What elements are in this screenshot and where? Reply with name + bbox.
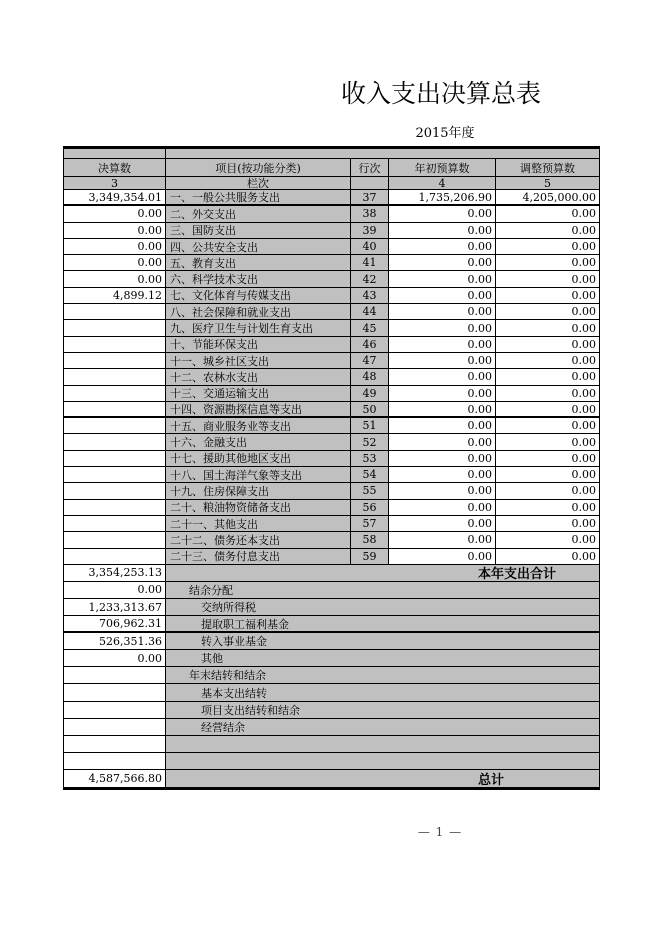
final-amount-cell: 0.00 [64,582,166,598]
table-row [64,271,599,287]
item-cell: 六、科学技术支出 [166,271,351,286]
final-amount-cell: 0.00 [64,650,166,666]
initial-budget-cell: 0.00 [389,532,496,547]
adjusted-budget-cell: 0.00 [571,256,596,270]
summary-label-cell [166,736,599,752]
final-amount-cell [64,353,166,368]
table-row [64,369,599,385]
item-cell: 三、国防支出 [166,223,351,238]
line-number-cell: 50 [351,402,389,416]
final-amount-cell: 0.00 [64,255,166,270]
table-row [64,190,599,206]
table-row [64,483,599,499]
summary-label-cell: 结余分配 [166,582,599,598]
table-row [64,255,599,271]
summary-label-cell: 其他 [166,650,599,666]
final-amount-cell: 0.00 [64,271,166,286]
adjusted-budget-cell: 0.00 [571,549,596,563]
item-cell: 四、公共安全支出 [166,239,351,254]
initial-budget-cell: 0.00 [389,288,496,303]
final-amount-cell [64,467,166,482]
summary-label-cell: 总计 [166,770,599,787]
initial-budget-cell: 0.00 [389,304,496,319]
line-number-cell: 55 [351,483,389,498]
final-amount-cell [64,434,166,449]
final-amount-cell [64,304,166,319]
initial-budget-cell: 0.00 [389,320,496,335]
item-cell: 十四、资源勘探信息等支出 [166,402,351,416]
summary-row [64,719,599,736]
page-title: 收入支出决算总表 [341,79,542,108]
table-row [64,353,599,369]
adjusted-budget-cell: 0.00 [571,386,596,400]
table-row [64,239,599,255]
col-header-item: 项目(按功能分类) [166,159,351,176]
item-cell: 八、社会保障和就业支出 [166,304,351,319]
final-amount-cell: 4,587,566.80 [64,770,166,787]
final-amount-cell: 3,354,253.13 [64,565,166,581]
item-cell: 二十、粮油物资储备支出 [166,500,351,515]
item-cell: 九、医疗卫生与计划生育支出 [166,320,351,335]
final-amount-cell [64,451,166,466]
adjusted-budget-cell: 0.00 [571,370,596,384]
page-number: — 1 — [417,825,463,839]
final-amount-cell: 706,962.31 [64,616,166,631]
final-amount-cell [64,483,166,498]
line-number-cell: 56 [351,500,389,515]
line-number-cell: 42 [351,271,389,286]
summary-row [64,616,599,633]
adjusted-budget-cell: 0.00 [571,272,596,286]
initial-budget-cell: 0.00 [389,451,496,466]
line-number-cell: 49 [351,386,389,401]
initial-budget-cell: 0.00 [389,434,496,449]
final-amount-cell: 0.00 [64,206,166,221]
item-cell: 十六、金融支出 [166,434,351,449]
adjusted-budget-cell: 0.00 [571,240,596,254]
item-cell: 十五、商业服务业等支出 [166,418,351,433]
final-amount-cell: 526,351.36 [64,633,166,649]
fiscal-year-subtitle: 2015年度 [415,126,475,141]
line-number-cell: 52 [351,434,389,449]
adjusted-budget-cell: 0.00 [571,321,596,335]
item-cell: 十一、城乡社区支出 [166,353,351,368]
final-amount-cell [64,320,166,335]
table-row [64,288,599,304]
item-cell: 七、文化体育与传媒支出 [166,288,351,303]
adjusted-budget-cell: 0.00 [571,207,596,221]
index-cell-4: 4 [389,177,496,189]
final-amount-cell [64,369,166,384]
final-amount-cell [64,516,166,531]
table-row [64,532,599,548]
table-row [64,418,599,434]
initial-budget-cell: 1,735,206.90 [389,190,496,204]
table-row [64,320,599,336]
summary-row [64,736,599,753]
item-cell: 十、节能环保支出 [166,337,351,352]
table-row [64,304,599,320]
item-cell: 十七、援助其他地区支出 [166,451,351,466]
final-amount-cell: 0.00 [64,239,166,254]
final-amount-cell: 0.00 [64,223,166,238]
summary-label-cell: 经营结余 [166,719,599,735]
summary-label-cell [166,753,599,769]
initial-budget-cell: 0.00 [389,483,496,498]
line-number-cell: 53 [351,451,389,466]
adjusted-budget-cell: 0.00 [571,288,596,302]
final-amount-cell [64,549,166,564]
adjusted-budget-cell: 0.00 [571,305,596,319]
line-number-cell: 45 [351,320,389,335]
initial-budget-cell: 0.00 [389,239,496,254]
line-number-cell: 46 [351,337,389,352]
adjusted-budget-cell: 4,205,000.00 [522,190,596,204]
initial-budget-cell: 0.00 [389,386,496,401]
item-cell: 十九、住房保障支出 [166,483,351,498]
line-number-cell: 44 [351,304,389,319]
line-number-cell: 43 [351,288,389,303]
final-amount-cell [64,667,166,683]
index-cell-5: 5 [496,177,599,189]
summary-row [64,582,599,599]
table-row [64,206,599,222]
item-cell: 十八、国土海洋气象等支出 [166,467,351,482]
initial-budget-cell: 0.00 [389,418,496,433]
final-amount-cell [64,719,166,735]
line-number-cell: 41 [351,255,389,270]
line-number-cell: 40 [351,239,389,254]
line-number-cell: 58 [351,532,389,547]
adjusted-budget-cell: 0.00 [571,354,596,368]
table-row [64,402,599,418]
line-number-cell: 59 [351,549,389,564]
item-cell: 二十三、债务付息支出 [166,549,351,564]
initial-budget-cell: 0.00 [389,549,496,564]
summary-row [64,633,599,650]
col-header-final-amount: 决算数 [64,159,166,176]
item-cell: 十三、交通运输支出 [166,386,351,401]
summary-label-cell: 本年支出合计 [166,565,599,581]
adjusted-budget-cell: 0.00 [571,223,596,237]
table-row [64,451,599,467]
band-cell-left [64,149,166,158]
line-number-cell: 51 [351,418,389,433]
initial-budget-cell: 0.00 [389,516,496,531]
initial-budget-cell: 0.00 [389,223,496,238]
table-row [64,500,599,516]
line-number-cell: 57 [351,516,389,531]
table-header-row [64,159,599,177]
initial-budget-cell: 0.00 [389,255,496,270]
summary-row [64,599,599,616]
summary-table [63,146,600,790]
table-row [64,549,599,565]
line-number-cell: 54 [351,467,389,482]
final-amount-cell [64,532,166,547]
summary-label-cell: 基本支出结转 [166,684,599,700]
adjusted-budget-cell: 0.00 [571,533,596,547]
index-cell-lanci: 栏次 [166,177,351,189]
summary-label-cell: 提取职工福利基金 [166,616,599,631]
initial-budget-cell: 0.00 [389,500,496,515]
adjusted-budget-cell: 0.00 [571,402,596,416]
final-amount-cell [64,753,166,769]
summary-label-cell: 交纳所得税 [166,599,599,615]
col-header-initial-budget: 年初预算数 [389,159,496,176]
summary-row [64,770,599,787]
line-number-cell: 37 [351,190,389,204]
adjusted-budget-cell: 0.00 [571,419,596,433]
index-cell-blank [351,177,389,189]
table-top-band-row [64,149,599,159]
initial-budget-cell: 0.00 [389,206,496,221]
final-amount-cell [64,684,166,700]
item-cell: 一、一般公共服务支出 [166,190,351,204]
summary-row [64,650,599,667]
final-amount-cell [64,386,166,401]
table-row [64,434,599,450]
adjusted-budget-cell: 0.00 [571,451,596,465]
adjusted-budget-cell: 0.00 [571,484,596,498]
line-number-cell: 38 [351,206,389,221]
final-amount-cell [64,702,166,718]
line-number-cell: 47 [351,353,389,368]
summary-row [64,667,599,684]
item-cell: 五、教育支出 [166,255,351,270]
table-row [64,386,599,402]
summary-label-cell: 年末结转和结余 [166,667,599,683]
col-header-adjusted-budget: 调整预算数 [496,159,599,176]
item-cell: 二十二、债务还本支出 [166,532,351,547]
table-row [64,467,599,483]
summary-row [64,753,599,770]
item-cell: 十二、农林水支出 [166,369,351,384]
final-amount-cell: 3,349,354.01 [64,190,166,204]
initial-budget-cell: 0.00 [389,402,496,416]
summary-row [64,684,599,701]
summary-row [64,702,599,719]
final-amount-cell [64,500,166,515]
item-cell: 二、外交支出 [166,206,351,221]
final-amount-cell [64,736,166,752]
table-row [64,337,599,353]
initial-budget-cell: 0.00 [389,337,496,352]
column-index-row [64,177,599,190]
initial-budget-cell: 0.00 [389,353,496,368]
adjusted-budget-cell: 0.00 [571,337,596,351]
final-amount-cell: 4,899.12 [64,288,166,303]
line-number-cell: 39 [351,223,389,238]
final-amount-cell: 1,233,313.67 [64,599,166,615]
table-row [64,223,599,239]
final-amount-cell [64,402,166,416]
adjusted-budget-cell: 0.00 [571,500,596,514]
summary-row [64,565,599,582]
index-cell-3: 3 [64,177,166,189]
initial-budget-cell: 0.00 [389,369,496,384]
final-amount-cell [64,337,166,352]
band-cell-merged [166,149,599,158]
col-header-line-no: 行次 [351,159,389,176]
adjusted-budget-cell: 0.00 [571,435,596,449]
adjusted-budget-cell: 0.00 [571,468,596,482]
line-number-cell: 48 [351,369,389,384]
initial-budget-cell: 0.00 [389,271,496,286]
summary-label-cell: 项目支出结转和结余 [166,702,599,718]
final-amount-cell [64,418,166,433]
summary-label-cell: 转入事业基金 [166,633,599,649]
table-row [64,516,599,532]
adjusted-budget-cell: 0.00 [571,517,596,531]
item-cell: 二十一、其他支出 [166,516,351,531]
initial-budget-cell: 0.00 [389,467,496,482]
